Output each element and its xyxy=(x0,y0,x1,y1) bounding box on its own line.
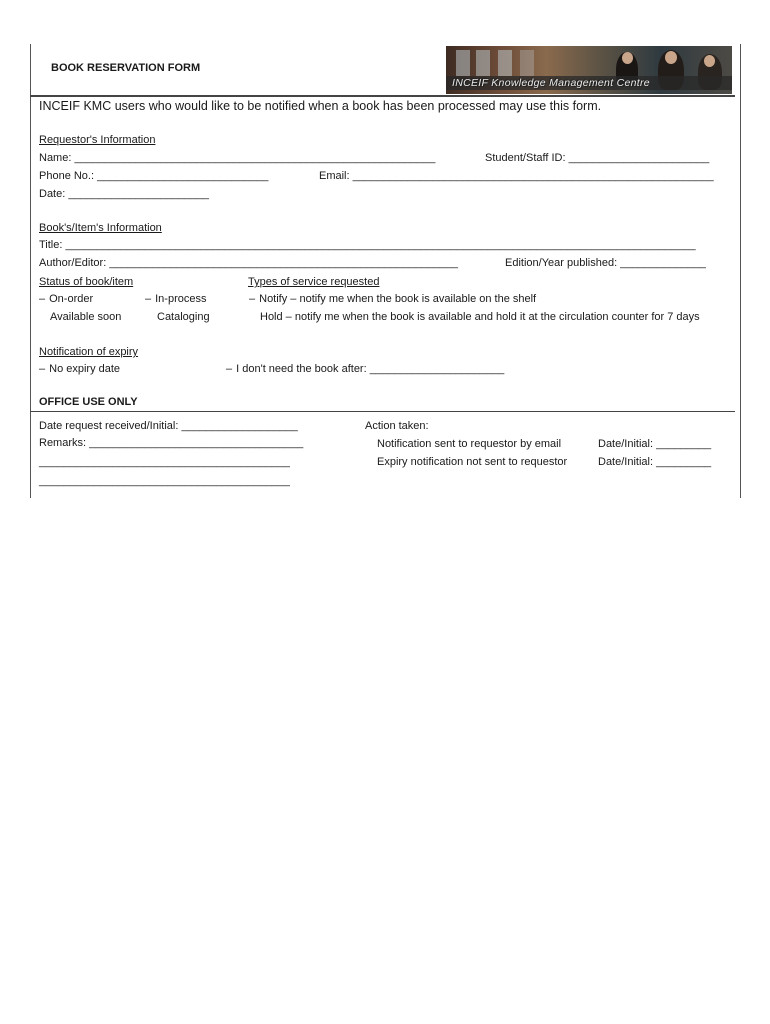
status-in-process[interactable] xyxy=(145,293,206,305)
status-on-order[interactable] xyxy=(39,293,93,305)
service-hold[interactable]: Hold – notify me when the book is available and hold it at the circulation counter for 7 days xyxy=(260,311,700,323)
checkbox-icon[interactable]: – xyxy=(39,293,46,305)
action-email-sent: Notification sent to requestor by email xyxy=(377,438,562,450)
checkbox-icon[interactable]: – xyxy=(249,293,256,305)
expiry-after-date[interactable] xyxy=(226,363,504,375)
date-received-field[interactable]: Date request received/Initial: ___________________ xyxy=(39,420,298,432)
status-on-order-label: On-order xyxy=(49,293,94,305)
service-notify[interactable] xyxy=(249,293,536,305)
service-notify-label: Notify – notify me when the book is available on the shelf xyxy=(259,293,537,305)
action-email-date[interactable]: Date/Initial: _________ xyxy=(598,438,712,450)
item-heading: Book's/Item's Information xyxy=(39,222,162,234)
checkbox-icon[interactable]: – xyxy=(39,363,46,375)
author-field[interactable]: Author/Editor: _________________________________________________________ xyxy=(39,257,459,269)
action-taken-label: Action taken: xyxy=(365,420,429,432)
expiry-no-date-label: No expiry date xyxy=(49,363,121,375)
date-field[interactable]: Date: _______________________ xyxy=(39,188,210,200)
title-field[interactable]: Title: _______________________________________________________________________________________________________ xyxy=(39,239,696,251)
expiry-no-date[interactable] xyxy=(39,363,120,375)
checkbox-icon[interactable]: – xyxy=(226,363,233,375)
expiry-heading: Notification of expiry xyxy=(39,346,139,358)
status-cataloging[interactable]: Cataloging xyxy=(157,311,210,323)
name-field[interactable]: Name: ___________________________________________________________ xyxy=(39,152,436,164)
right-border xyxy=(740,44,741,498)
edition-field[interactable]: Edition/Year published: ______________ xyxy=(505,257,706,269)
email-field[interactable]: Email: ___________________________________________________________ xyxy=(319,170,714,182)
remarks-line-3[interactable]: _________________________________________ xyxy=(39,475,290,487)
office-rule xyxy=(30,411,735,412)
banner-text: INCEIF Knowledge Management Centre xyxy=(452,77,650,89)
phone-field[interactable]: Phone No.: ____________________________ xyxy=(39,170,269,182)
left-border xyxy=(30,44,31,498)
checkbox-icon[interactable]: – xyxy=(145,293,152,305)
status-available-soon[interactable]: Available soon xyxy=(50,311,122,323)
staff-id-field[interactable]: Student/Staff ID: _______________________ xyxy=(485,152,710,164)
remarks-line-2[interactable]: _________________________________________ xyxy=(39,456,290,468)
status-heading: Status of book/item xyxy=(39,276,134,288)
office-heading: OFFICE USE ONLY xyxy=(39,396,138,408)
requestor-heading: Requestor's Information xyxy=(39,134,156,146)
remarks-field[interactable]: Remarks: ___________________________________ xyxy=(39,437,304,449)
action-expiry-date[interactable]: Date/Initial: _________ xyxy=(598,456,712,468)
intro-text: INCEIF KMC users who would like to be notified when a book has been processed may use this form. xyxy=(39,99,602,113)
expiry-after-date-label: I don't need the book after: ______________________ xyxy=(236,363,505,375)
form-title: BOOK RESERVATION FORM xyxy=(51,62,201,74)
status-in-process-label: In-process xyxy=(155,293,207,305)
action-expiry-not-sent: Expiry notification not sent to requestor xyxy=(377,456,568,468)
inceif-kmc-banner xyxy=(446,46,732,94)
header-rule xyxy=(30,95,735,97)
service-heading: Types of service requested xyxy=(248,276,380,288)
